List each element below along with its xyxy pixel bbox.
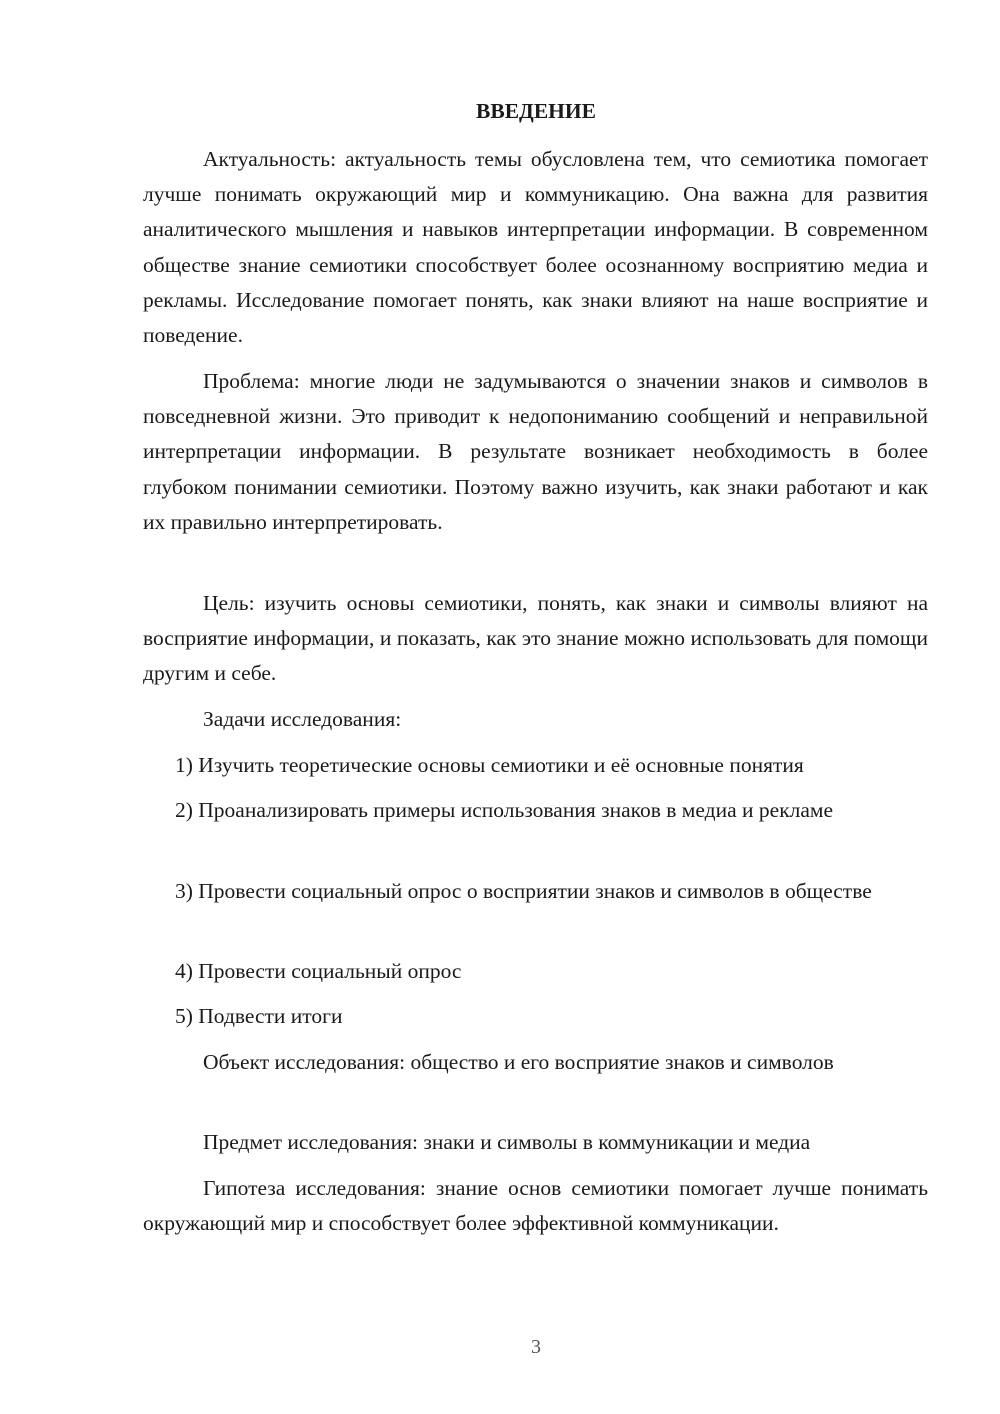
subject-paragraph: Предмет исследования: знаки и символы в коммуникации и медиа [203, 1130, 811, 1154]
relevance-paragraph: Актуальность: актуальность темы обусловлена тем, что семиотика помогает лучше понимать окружающий мир и коммуникацию. Она важна для развития аналитического мышления и навыков интерпретации информации. В современном обществе знание семиотики способствует более осознанному восприятию медиа и рекламы. Исследование помогает понять, как знаки влияют на наше восприятие и поведение. [143, 147, 928, 348]
task-item: 3) Провести социальный опрос о восприятии знаков и символов в обществе [175, 879, 872, 903]
problem-paragraph: Проблема: многие люди не задумываются о значении знаков и символов в повседневной жизни. Это приводит к недопониманию сообщений и неправильной интерпретации информации. В результате возникает необходимость в более глубоком понимании семиотики. Поэтому важно изучить, как знаки работают и как их правильно интерпретировать. [143, 369, 928, 534]
page-title: ВВЕДЕНИЕ [476, 99, 596, 123]
goal-paragraph: Цель: изучить основы семиотики, понять, как знаки и символы влияют на восприятие информации, и показать, как это знание можно использовать для помощи другим и себе. [143, 591, 928, 686]
tasks-heading: Задачи исследования: [203, 707, 402, 731]
object-paragraph: Объект исследования: общество и его восприятие знаков и символов [203, 1050, 834, 1074]
page-number: 3 [531, 1336, 541, 1358]
task-item: 5) Подвести итоги [175, 1004, 343, 1028]
task-item: 2) Проанализировать примеры использования знаков в медиа и рекламе [175, 798, 834, 822]
task-item: 4) Провести социальный опрос [175, 959, 462, 983]
hypothesis-paragraph: Гипотеза исследования: знание основ семиотики помогает лучше понимать окружающий мир и способствует более эффективной коммуникации. [143, 1176, 928, 1236]
task-item: 1) Изучить теоретические основы семиотики и её основные понятия [175, 753, 804, 777]
